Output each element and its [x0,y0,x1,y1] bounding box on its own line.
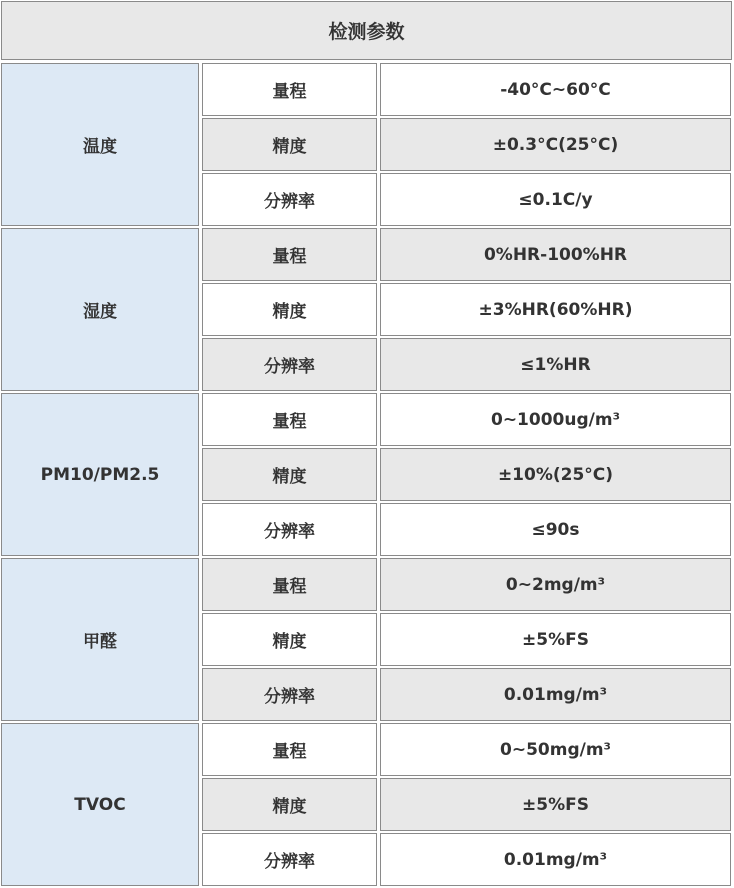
property-label: 分辨率 [202,833,377,886]
property-value: ±5%FS [380,613,731,666]
property-label: 量程 [202,723,377,776]
category-cell: TVOC [1,723,199,886]
property-value: 0~1000ug/m³ [380,393,731,446]
property-value: 0~2mg/m³ [380,558,731,611]
property-label: 精度 [202,118,377,171]
property-label: 精度 [202,283,377,336]
property-label: 分辨率 [202,338,377,391]
property-label: 量程 [202,558,377,611]
property-label: 精度 [202,613,377,666]
property-value: 0.01mg/m³ [380,668,731,721]
property-value: -40°C~60°C [380,63,731,116]
property-value: 0~50mg/m³ [380,723,731,776]
property-value: ≤1%HR [380,338,731,391]
category-cell: 甲醛 [1,558,199,721]
category-cell: PM10/PM2.5 [1,393,199,556]
property-label: 精度 [202,778,377,831]
property-value: ±5%FS [380,778,731,831]
property-label: 量程 [202,228,377,281]
table-title: 检测参数 [1,1,732,60]
property-value: ±0.3°C(25°C) [380,118,731,171]
property-value: ≤0.1C/y [380,173,731,226]
property-value: ≤90s [380,503,731,556]
category-cell: 温度 [1,63,199,226]
property-value: ±3%HR(60%HR) [380,283,731,336]
property-label: 分辨率 [202,668,377,721]
property-value: ±10%(25°C) [380,448,731,501]
property-value: 0.01mg/m³ [380,833,731,886]
property-label: 量程 [202,63,377,116]
property-label: 分辨率 [202,503,377,556]
property-label: 量程 [202,393,377,446]
property-label: 精度 [202,448,377,501]
property-value: 0%HR-100%HR [380,228,731,281]
property-label: 分辨率 [202,173,377,226]
category-cell: 湿度 [1,228,199,391]
